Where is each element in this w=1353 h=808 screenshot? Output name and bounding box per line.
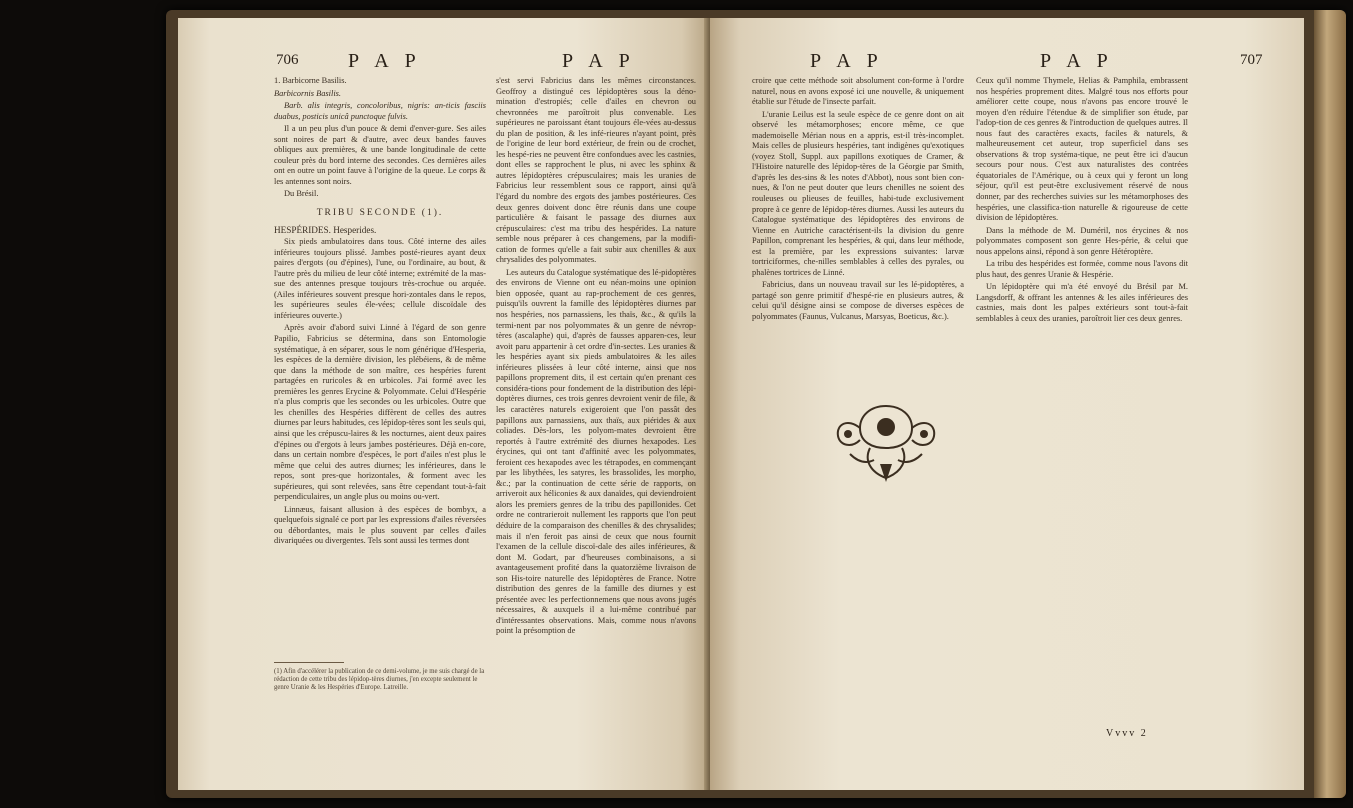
book-spread — [178, 18, 1328, 790]
paragraph: La tribu des hespérides est formée, comme nous l'avons dit plus haut, des genres Uranie & Hespérie. — [976, 259, 1188, 279]
paragraph: Un lépidoptère qui m'a été envoyé du Brésil par M. Langsdorff, & offrant les antennes & les ailes inférieures des castnies, mais dont les palpes extérieurs sont tout-à-fait semblables à ceux des uranies, paroîtroit lier ces deux genres. — [976, 282, 1188, 324]
running-head: P A P — [562, 50, 636, 72]
paragraph: Les auteurs du Catalogue systématique des lé-pidoptères des environs de Vienne ont eu néan-moins une opinion bien opposée, quant au rap-prochement de ces genres, puisqu'ils ouvrent la famille des lépidoptères diurnes par nos hespéries, nos parnassiens, les thaïs, &c., & qu'ils la termi-nent par nos polyommates & un genre de névrop-tères (ascalaphe) qui, d'après de fausses apparen-ces, leur avoit paru appartenir à cet ordre d'in-sectes. Les uranies & les hespéries ayant six pieds ambulatoires & les ailes inférieures plissées à leur côté interne, ainsi que nos papillons proprement dits, il est certain qu'en prenant ces considéra-tions pour fondement de la distribution des lépi-doptères diurnes, ces trois genres devroient venir de file, & les caractères naturels exigeroient que l'on passât des papillons aux parnassiens, aux thaïs, aux piérides & aux coliades. Dès-lors, les polyom-mates devroient être reportés à l'autre extrémité des diurnes hexapodes. Les érycines, qui ont tant d'affinité avec les polyommates, feroient ces hexapodes avec les tétrapodes, en commençant par les libythées, les satyres, les brassolides, les morpho, &c.; par la continuation de cette série de rapports, on arriveroit aux héliconies & aux danaïdes, qui deviendroient alors les premiers genres de la tribu des papillonides. Cet ordre ne contrarieroit nullement les rapports que l'on peut déduire de la comparaison des chenilles & des chrysalides; mais il n'en feroit pas ainsi de ceux que nous fournit l'examen de la cellule discoï-dale des ailes inférieures, & dont M. Godart, par d'heureuses combinaisons, a si avantageusement profité dans la quatorzième livraison de son His-toire naturelle des lépidoptères de France. Notre distribution des genres de la famille des diurnes y est présentée avec les perfectionnemens que nous avons jugés nécessaires, & auxquels il a lui-même contribué par d'intéressantes observations. Mais, comme nous n'avons point la présomption de — [496, 267, 696, 636]
paragraph: Il a un peu plus d'un pouce & demi d'enver-gure. Ses ailes sont noires de part & d'autre, avec deux bandes fauves obliques aux premières, & une bande longitudinale de cette couleur près du bord interne des secondes. Ces dernières ailes ont en outre un point fauve à l'origine de la queue. Le corps & les antennes sont noirs. — [274, 124, 486, 186]
running-head: P A P — [1040, 50, 1114, 72]
paragraph: Fabricius, dans un nouveau travail sur les lé-pidoptères, a partagé son genre primitif d'hespé-rie en plusieurs autres, & celui qu'il désigne ainsi se compose de diverses espèces de polyommates (Faunus, Vulcanus, Marsyas, Boeticus, &c.). — [752, 280, 964, 322]
column-right — [976, 76, 1188, 327]
paragraph: Du Brésil. — [284, 189, 319, 199]
paragraph: Linnæus, faisant allusion à des espèces de bombyx, a quelquefois signalé ce port par les expressions d'ailes réversées ou débordantes, mais le plus souvent par celles d'ailes divariquées ou divergentes. Tels sont aussi les termes dont — [274, 504, 486, 546]
ornament-icon — [830, 398, 942, 486]
paragraph: croire que cette méthode soit absolument con-forme à l'ordre naturel, nous en avons exposé ici une nouvelle, & uniquement établie sur l'étude de l'insecte parfait. — [752, 76, 964, 107]
paragraph: s'est servi Fabricius dans les mêmes circonstances. Geoffroy a distingué ces lépidoptères sous la déno-mination d'estropiés; celle d'ailes en chevron ou chevronnées me paroîtroit plus convenable. Les supérieures ne paroissant étant toujours éle-vées au-dessus du plan de position, & les infé-rieures n'ayant point, près de l'origine de leur bord extérieur, de frein ou de crochet, les hespé-ries ne peuvent être confondues avec les castnies, dont elles se rapprochent le plus, ni avec les sphinx & autres lépidoptères crépusculaires; mais les uranies de Fabricius leur ressemblent sous ce rapport, ainsi qu'à l'égard du nombre des ergots des jambes postérieures. Ces deux genres doivent donc être réunis dans une coupe particulière & faisant le passage des diurnes aux crépusculaires: c'est ma tribu des hespérides. La nature semble nous préparer à ces changemens, par la modifi-cation de formes qu'elle a fait subir aux chenilles & aux chrysalides des polyommates. — [496, 76, 696, 265]
column-left — [752, 76, 964, 325]
entry-title: 1. Barbicorne Basilis. — [274, 76, 347, 85]
left-page — [178, 18, 708, 790]
right-page — [710, 18, 1304, 790]
subsection-heading: HESPÉRIDES. Hesperides. — [274, 224, 377, 235]
catchword: Vvvv 2 — [1106, 728, 1148, 739]
footnote: (1) Afin d'accélérer la publication de ce demi-volume, je me suis chargé de la rédaction de cette tribu des lépidop-tères diurnes, j'en excepte seulement le genre Uranie & les Hespéries d'Europe. Latreille. — [274, 668, 485, 692]
column-left — [274, 76, 486, 549]
paragraph: L'uranie Leilus est la seule espèce de ce genre dont on ait observé les métamorphoses; encore même, ce que mademoiselle Mérian nous en a appris, est-il très-incomplet. Mais celles de plusieurs hespéries, tant indigènes qu'exotiques (voyez Stoll, Suppl. aux papillons exotiques de Cramer, & l'Histoire naturelle des lépidop-tères de la Géorgie par Smith, d'après les des-sins & les notes d'Abbot), nous sont bien con-nues, & l'on ne peut douter que leurs chenilles ne soient des rouleuses ou plieuses de feuilles, habi-tude exclusivement propre à ce genre de lépidop-tères diurnes. Aussi les auteurs du Catalogue systématique des lépidoptères des environs de Vienne en Autriche caractérisent-ils la division du genre Papillon, comprenant les hespéries, & qui, dans leur méthode, est la première, par les expressions suivantes: larvæ tortriciformes, che-nilles semblables à celles des pyrales, ou phalènes tortrices de Linné. — [752, 109, 964, 277]
paragraph: Six pieds ambulatoires dans tous. Côté interne des ailes inférieures toujours plissé. Jambes posté-rieures ayant deux paires d'ergots (ou d'épines), l'une, ou l'ordinaire, au bout, & l'autre près du milieu de leur côté interne; extrémité de la mas-sue des antennes presque toujours très-crochue ou arquée. (Ailes inférieures souvent presque hori-zontales dans le repos, les supérieures seules éle-vées; cellule discoïdale des inférieures ouverte.) — [274, 237, 486, 320]
page-number: 706 — [276, 52, 299, 68]
paragraph: Après avoir d'abord suivi Linné à l'égard de son genre Papilio, Fabricius se détermina, dans son Entomologie systématique, à en séparer, sous le nom générique d'Hesperia, les espèces de la dernière division, les plébéiens, & de même que dans la méthode de son maître, ces hespéries furent partagées en ruricoles & en urbicoles. J'ai formé avec les premières les genres Erycine & Polyommate. Celui d'Hespérie n'a plus compris que les secondes ou les urbicoles. Outre que les chenilles des Hespéries diffèrent de celles des autres diurnes par leurs habitudes, ces lépidop-tères sont les seuls qui, ainsi que les crépuscu-laires & les nocturnes, aient deux paires d'épines ou d'ergots à leurs jambes postérieures. Déjà en-core, dans un certain nombre d'espèces, le port d'ailes n'est plus le même que celui des autres diurnes; les inférieures, dans le repos, sont pres-que horizontales, & forment avec les supérieures, qui sont relevées, sans être cependant tout-à-fait perpendiculaires, un angle plus ou moins ou-vert. — [274, 323, 486, 502]
page-number: 707 — [1240, 52, 1263, 68]
section-heading: TRIBU SECONDE (1). — [316, 208, 444, 219]
entry-latin-name: Barbicornis Basilis. — [274, 88, 342, 98]
paragraph: Ceux qu'il nomme Thymele, Helias & Pamphila, embrassent nos hespéries proprement dites. Malgré tous nos efforts pour améliorer cette coupe, nous n'avons pas encore trouvé le moyen d'en réduire l'étendue & de simplifier son étude, par l'adop-tion de ces genres & l'introduction de quelques autres. Il nous faut des caractères exacts, faciles & naturels, & malheureusement cet auteur, trop superficiel dans ses observations & trop systéma-tique, ne peut être ici d'aucun secours pour nous. C'est aux naturalistes des contrées équatoriales de l'Amérique, ou à ceux qui y feront un long séjour, qu'il est peut-être exclusivement réservé de nous donner, par des recherches suivies sur les métamorphoses des hespéries, une classifica-tion naturelle & rigoureuse de cette division de lépidoptères. — [976, 76, 1188, 223]
running-head: P A P — [810, 50, 884, 72]
paragraph: Dans la méthode de M. Duméril, nos érycines & nos polyommates composent son genre Hes-périe, & celui que nous appelons ainsi, répond à son genre Hétéroptère. — [976, 225, 1188, 256]
entry-diagnosis: Barb. alis integris, concoloribus, nigris: an-ticis fasciis duabus, posticis unicâ punctoque fulvis. — [274, 101, 486, 121]
footnote-rule — [274, 662, 344, 663]
column-right — [496, 76, 696, 639]
running-head: P A P — [348, 50, 422, 72]
